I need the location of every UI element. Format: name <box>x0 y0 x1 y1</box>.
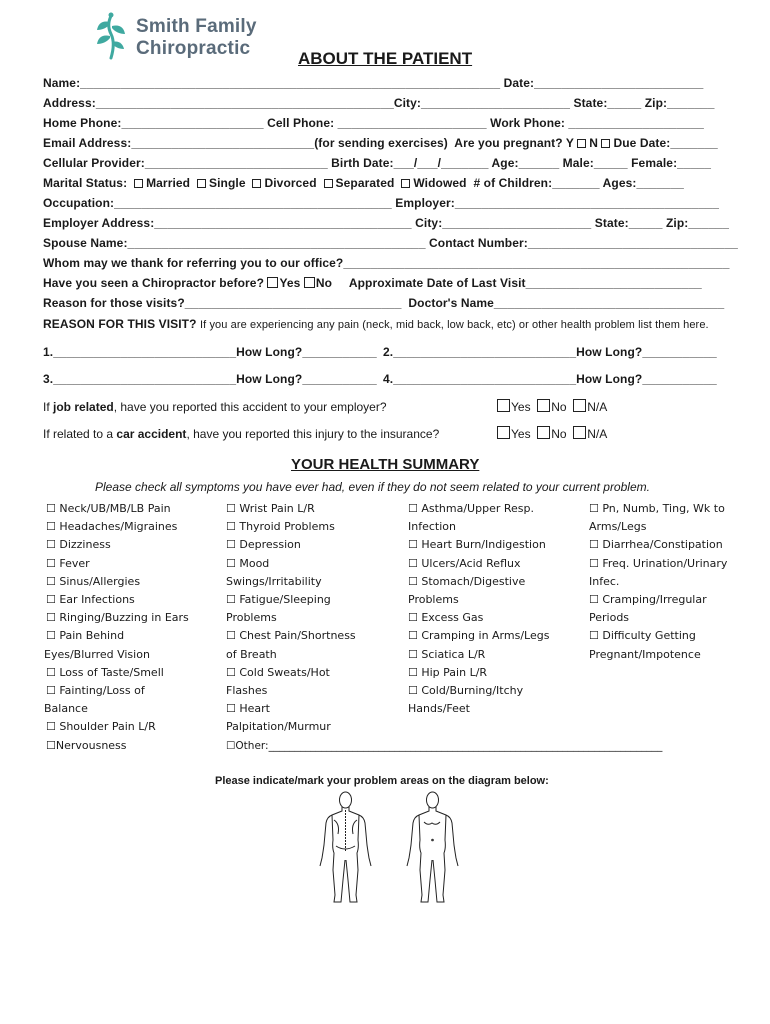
symptom-item[interactable]: ☐ Cold/Burning/Itchy <box>408 684 524 698</box>
car-na-checkbox[interactable] <box>573 426 586 439</box>
symptom-item[interactable]: ☐ Fainting/Loss of <box>46 684 145 698</box>
symptom-item[interactable]: ☐ Ringing/Buzzing in Ears <box>46 611 189 625</box>
symptom-item[interactable]: ☐ Thyroid Problems <box>226 520 335 534</box>
symptom-item[interactable]: ☐ Cramping/Irregular <box>589 593 707 607</box>
symptom-column-4 <box>589 500 727 664</box>
job-no-checkbox[interactable] <box>537 399 550 412</box>
cellular-birth-field[interactable]: Cellular Provider:___________________________ Birth Date:___/___/_______ Age:______ Male:_____ Female:_____ <box>43 156 712 170</box>
symptom-item[interactable]: ☐ Cold Sweats/Hot <box>226 665 330 679</box>
symptom-item-cont: Problems <box>226 611 277 625</box>
pregnant-n-checkbox[interactable] <box>601 139 610 148</box>
complaint-1[interactable]: 1.___________________________How Long?___________ <box>43 345 377 359</box>
complaint-4[interactable]: 4.___________________________How Long?___________ <box>383 372 717 386</box>
symptom-item-cont: Palpitation/Murmur <box>226 720 331 734</box>
email-pregnant-field[interactable]: Email Address:___________________________(for sending exercises) Are you pregnant? Y N Due Date:_______ <box>43 136 718 150</box>
symptom-item[interactable]: ☐ Stomach/Digestive <box>408 574 526 588</box>
symptom-item-cont: Infection <box>408 520 456 534</box>
car-no-checkbox[interactable] <box>537 426 550 439</box>
symptom-item-cont: Problems <box>408 593 459 607</box>
car-accident-answers: Yes No N/A <box>497 426 607 441</box>
symptom-item[interactable]: ☐ Asthma/Upper Resp. <box>408 502 534 515</box>
symptom-item[interactable]: ☐ Pn, Numb, Ting, Wk to <box>589 502 725 515</box>
pregnant-y-checkbox[interactable] <box>577 139 586 148</box>
symptom-item-cont: Balance <box>44 702 88 716</box>
symptom-item[interactable]: ☐ Loss of Taste/Smell <box>46 665 164 679</box>
body-diagram-front[interactable] <box>405 790 460 905</box>
symptom-item[interactable]: ☐ Sciatica L/R <box>408 647 486 661</box>
car-accident-question: If related to a car accident, have you reported this injury to the insurance? <box>43 427 440 441</box>
employer-address-field[interactable]: Employer Address:______________________________________ City:______________________ State:_____ Zip:______ <box>43 216 730 230</box>
body-diagram-back[interactable] <box>318 790 373 905</box>
diagram-instruction: Please indicate/mark your problem areas on the diagram below: <box>215 775 549 787</box>
symptom-item[interactable]: ☐ Difficulty Getting <box>589 629 696 643</box>
symptom-column-1 <box>46 500 189 755</box>
symptom-item-cont: Hands/Feet <box>408 702 470 716</box>
symptom-item[interactable]: ☐ Wrist Pain L/R <box>226 502 315 515</box>
symptom-item[interactable]: ☐ Fever <box>46 556 90 570</box>
clinic-name-line1: Smith Family <box>136 16 257 37</box>
symptom-item[interactable]: ☐ Mood <box>226 556 270 570</box>
symptom-item[interactable]: ☐ Ulcers/Acid Reflux <box>408 556 521 570</box>
symptom-item[interactable]: ☐ Chest Pain/Shortness <box>226 629 356 643</box>
job-na-checkbox[interactable] <box>573 399 586 412</box>
referral-field[interactable]: Whom may we thank for referring you to our office?_________________________________________________________ <box>43 256 730 270</box>
symptom-item[interactable]: ☐ Excess Gas <box>408 611 484 625</box>
symptom-item[interactable]: ☐Nervousness <box>46 738 127 752</box>
spouse-field[interactable]: Spouse Name:____________________________________________ Contact Number:_______________________________ <box>43 236 738 250</box>
symptom-item[interactable]: ☐ Freq. Urination/Urinary <box>589 556 728 570</box>
symptom-column-3 <box>408 500 549 718</box>
clinic-name-line2: Chiropractic <box>136 38 251 59</box>
symptom-item[interactable]: ☐ Headaches/Migraines <box>46 520 178 534</box>
reason-for-visit: REASON FOR THIS VISIT? If you are experiencing any pain (neck, mid back, low back, etc) or other health problem list them here. <box>43 317 709 331</box>
symptom-item[interactable]: ☐ Heart Burn/Indigestion <box>408 538 546 552</box>
reason-visits-field[interactable]: Reason for those visits?________________________________ Doctor's Name__________________________________ <box>43 296 725 310</box>
job-yes-checkbox[interactable] <box>497 399 510 412</box>
occupation-field[interactable]: Occupation:_________________________________________ Employer:_______________________________________ <box>43 196 720 210</box>
complaint-2[interactable]: 2.___________________________How Long?___________ <box>383 345 717 359</box>
symptom-item-cont: Eyes/Blurred Vision <box>44 647 150 661</box>
chiropractor-before-field[interactable]: Have you seen a Chiropractor before? Yes No Approximate Date of Last Visit__________________________ <box>43 276 702 290</box>
complaint-3[interactable]: 3.___________________________How Long?___________ <box>43 372 377 386</box>
divorced-checkbox[interactable] <box>252 179 261 188</box>
widowed-checkbox[interactable] <box>401 179 410 188</box>
symptom-item[interactable]: ☐ Diarrhea/Constipation <box>589 538 723 552</box>
symptom-item[interactable]: ☐ Neck/UB/MB/LB Pain <box>46 502 171 515</box>
phone-fields[interactable]: Home Phone:_____________________ Cell Phone: ______________________ Work Phone: ____________________ <box>43 116 704 130</box>
married-label: Married <box>146 176 191 190</box>
symptom-item[interactable]: ☐ Pain Behind <box>46 629 125 643</box>
car-yes-checkbox[interactable] <box>497 426 510 439</box>
clinic-logo <box>92 12 262 62</box>
symptom-item-cont: of Breath <box>226 647 277 661</box>
symptom-item-cont: Flashes <box>226 684 268 698</box>
page-title: ABOUT THE PATIENT <box>298 49 473 68</box>
marital-status-field[interactable]: Marital Status: Married Single Divorced Separated Widowed # of Children:_______ Ages:_______ <box>43 176 684 190</box>
address-field[interactable]: Address:____________________________________________City:______________________ State:_____ Zip:_______ <box>43 96 715 110</box>
symptom-item[interactable]: ☐ Sinus/Allergies <box>46 574 141 588</box>
symptom-item[interactable]: ☐ Shoulder Pain L/R <box>46 720 156 734</box>
symptom-item-cont: Periods <box>589 611 630 625</box>
symptom-item[interactable]: ☐ Fatigue/Sleeping <box>226 593 331 607</box>
symptom-item[interactable]: ☐ Hip Pain L/R <box>408 665 488 679</box>
separated-checkbox[interactable] <box>324 179 333 188</box>
symptom-item[interactable]: ☐ Dizziness <box>46 538 111 552</box>
job-related-question: If job related, have you reported this accident to your employer? <box>43 400 387 414</box>
symptom-item[interactable]: ☐ Depression <box>226 538 301 552</box>
symptom-item-cont: Arms/Legs <box>589 520 647 534</box>
symptom-item[interactable]: ☐ Heart <box>226 702 270 716</box>
health-summary-title: YOUR HEALTH SUMMARY <box>291 456 480 473</box>
single-checkbox[interactable] <box>197 179 206 188</box>
symptom-item-cont: Swings/Irritability <box>226 574 322 588</box>
spine-leaf-icon <box>92 12 130 62</box>
symptom-item[interactable]: ☐ Cramping in Arms/Legs <box>408 629 550 643</box>
chiro-no-checkbox[interactable] <box>304 277 315 288</box>
name-date-field[interactable]: Name:______________________________________________________________ Date:_________________________ <box>43 76 704 90</box>
symptom-item-cont: Pregnant/Impotence <box>589 647 701 661</box>
job-related-answers: Yes No N/A <box>497 399 607 414</box>
health-summary-instruction: Please check all symptoms you have ever had, even if they do not seem related to your current problem. <box>95 480 650 494</box>
married-checkbox[interactable] <box>134 179 143 188</box>
symptom-item[interactable]: ☐ Ear Infections <box>46 593 135 607</box>
other-symptom-field[interactable]: ☐Other:___________________________________________________________________________ <box>226 739 663 752</box>
chiro-yes-checkbox[interactable] <box>267 277 278 288</box>
symptom-item-cont: Infec. <box>589 574 620 588</box>
